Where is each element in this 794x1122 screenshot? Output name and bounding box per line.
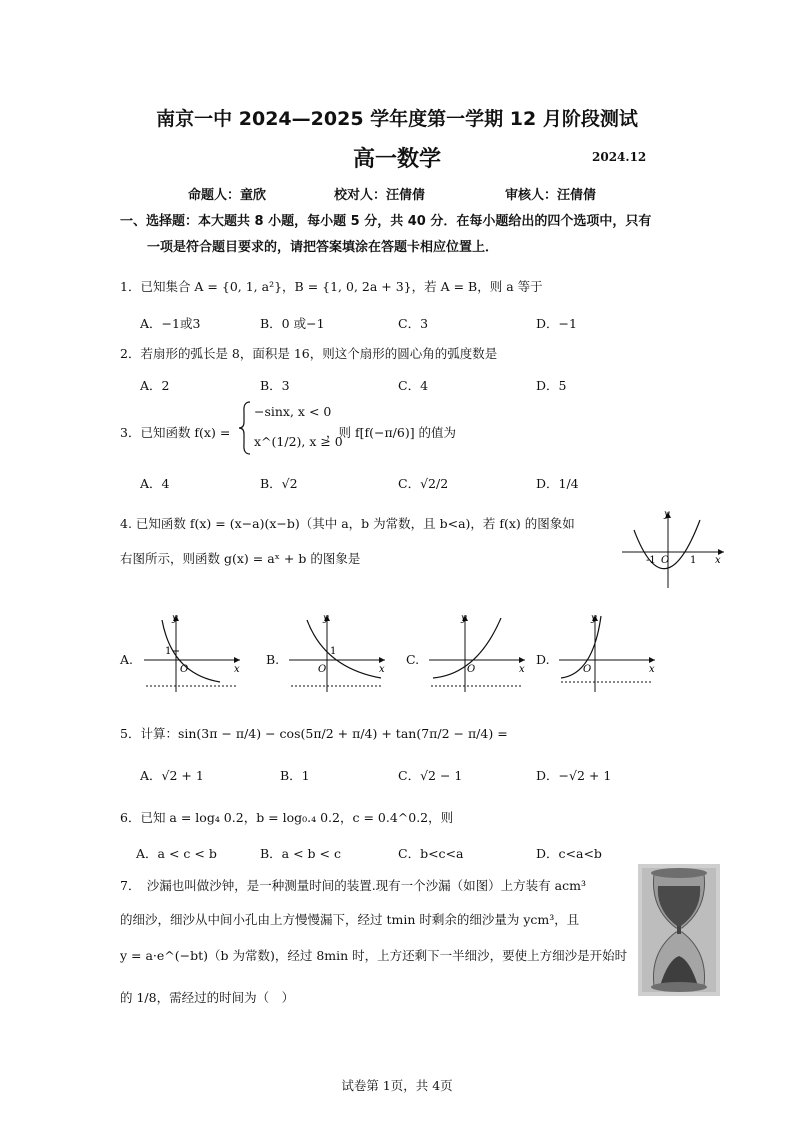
- q1-option-d: D．−1: [536, 316, 577, 331]
- svg-text:x: x: [715, 555, 721, 566]
- q1-option-b: B．0 或−1: [260, 316, 325, 331]
- svg-text:y: y: [461, 613, 467, 624]
- proofreader: 校对人：汪倩倩: [334, 188, 426, 203]
- question-6: 6．已知 a = log₄ 0.2，b = log₀.₄ 0.2，c = 0.4^0.2，则: [120, 810, 454, 825]
- exam-title: 南京一中 2024—2025 学年度第一学期 12 月阶段测试: [156, 108, 638, 130]
- svg-text:x: x: [519, 664, 525, 675]
- q5-option-b: B．1: [280, 768, 310, 783]
- svg-text:y: y: [591, 613, 597, 624]
- q6-option-c: C．b<c<a: [398, 846, 464, 861]
- svg-text:O: O: [318, 664, 327, 675]
- svg-text:1: 1: [165, 646, 172, 657]
- q6-option-a: A．a < c < b: [136, 846, 217, 861]
- q1-option-a: A．−1或3: [140, 316, 201, 331]
- section-heading: [120, 209, 680, 261]
- q2-option-a: A．2: [140, 378, 170, 393]
- q3-case-1: −sinx, x < 0: [254, 404, 332, 419]
- q4-option-c-graph: [425, 612, 530, 694]
- svg-text:y: y: [664, 509, 670, 520]
- q4-option-a-graph: [140, 612, 245, 694]
- reviewer: 审核人：汪倩倩: [505, 188, 597, 203]
- exam-subject: 高一数学: [352, 147, 441, 172]
- q4-option-d-label: D.: [536, 652, 550, 667]
- svg-text:y: y: [172, 613, 178, 624]
- q2-option-d: D．5: [536, 378, 567, 393]
- q4-option-b-label: B.: [266, 652, 280, 667]
- q3-case-2: x^(1/2), x ≥ 0: [254, 434, 343, 449]
- question-3-prefix: 3．已知函数 f(x) =: [120, 425, 231, 440]
- section-line-1: 一、选择题：本大题共 8 小题，每小题 5 分，共 40 分．在每小题给出的四个选项中，只有: [120, 214, 652, 229]
- svg-text:O: O: [661, 555, 670, 566]
- svg-text:y: y: [323, 613, 329, 624]
- question-5: 5．计算：sin(3π − π/4) − cos(5π/2 + π/4) + tan(7π/2 − π/4) =: [120, 726, 508, 741]
- svg-text:x: x: [234, 664, 240, 675]
- svg-text:1: 1: [330, 646, 337, 657]
- question-3-suffix: ，则 f[f(−π/6)] 的值为: [326, 425, 457, 440]
- svg-text:x: x: [379, 664, 385, 675]
- svg-text:x: x: [649, 664, 655, 675]
- svg-text:O: O: [180, 664, 189, 675]
- q5-option-c: C．√2 − 1: [398, 768, 463, 783]
- q3-option-a: A．4: [140, 476, 170, 491]
- question-7-line-2: 的细沙，细沙从中间小孔由上方慢慢漏下，经过 tmin 时剩余的细沙量为 ycm³，且: [120, 912, 580, 927]
- exam-date: 2024.12: [592, 150, 647, 164]
- q4-option-c-label: C.: [406, 652, 420, 667]
- svg-text:O: O: [583, 664, 592, 675]
- q4-option-a-label: A.: [120, 652, 134, 667]
- q4-option-b-graph: [285, 612, 390, 694]
- svg-text:O: O: [467, 664, 476, 675]
- q6-option-b: B．a < b < c: [260, 846, 341, 861]
- q2-option-c: C．4: [398, 378, 429, 393]
- question-7-line-1: 7． 沙漏也叫做沙钟，是一种测量时间的装置.现有一个沙漏（如图）上方装有 acm³: [120, 878, 586, 893]
- q2-option-b: B．3: [260, 378, 290, 393]
- q1-option-c: C．3: [398, 316, 429, 331]
- svg-text:1: 1: [690, 555, 697, 566]
- question-7-line-4: 的 1/8，需经过的时间为（ ）: [120, 990, 295, 1005]
- question-2: 2．若扇形的弧长是 8，面积是 16，则这个扇形的圆心角的弧度数是: [120, 346, 498, 361]
- q3-option-c: C．√2/2: [398, 476, 449, 491]
- hourglass-image: [638, 864, 720, 996]
- q5-option-d: D．−√2 + 1: [536, 768, 612, 783]
- author: 命题人：童欣: [188, 188, 267, 203]
- question-1: 1．已知集合 A = {0, 1, a²}，B = {1, 0, 2a + 3}，若 A = B，则 a 等于: [120, 279, 543, 294]
- question-4-line-1: 4. 已知函数 f(x) = (x−a)(x−b)（其中 a，b 为常数，且 b<a)，若 f(x) 的图象如: [120, 516, 575, 531]
- piecewise-brace: [238, 400, 252, 456]
- question-4-line-2: 右图所示，则函数 g(x) = aˣ + b 的图象是: [120, 551, 361, 566]
- page-footer: 试卷第 1页，共 4页: [341, 1078, 453, 1093]
- q3-option-d: D．1/4: [536, 476, 579, 491]
- section-line-2: 一项是符合题目要求的，请把答案填涂在答题卡相应位置上．: [147, 240, 499, 255]
- q4-option-d-graph: [555, 612, 660, 694]
- svg-text:-1: -1: [646, 555, 656, 566]
- question-7-line-3: y = a·e^(−bt)（b 为常数)，经过 8min 时，上方还剩下一半细沙，要使上方细沙是开始时: [120, 948, 628, 963]
- q5-option-a: A．√2 + 1: [140, 768, 204, 783]
- q3-option-b: B．√2: [260, 476, 298, 491]
- q6-option-d: D．c<a<b: [536, 846, 602, 861]
- q4-reference-graph: [620, 508, 728, 590]
